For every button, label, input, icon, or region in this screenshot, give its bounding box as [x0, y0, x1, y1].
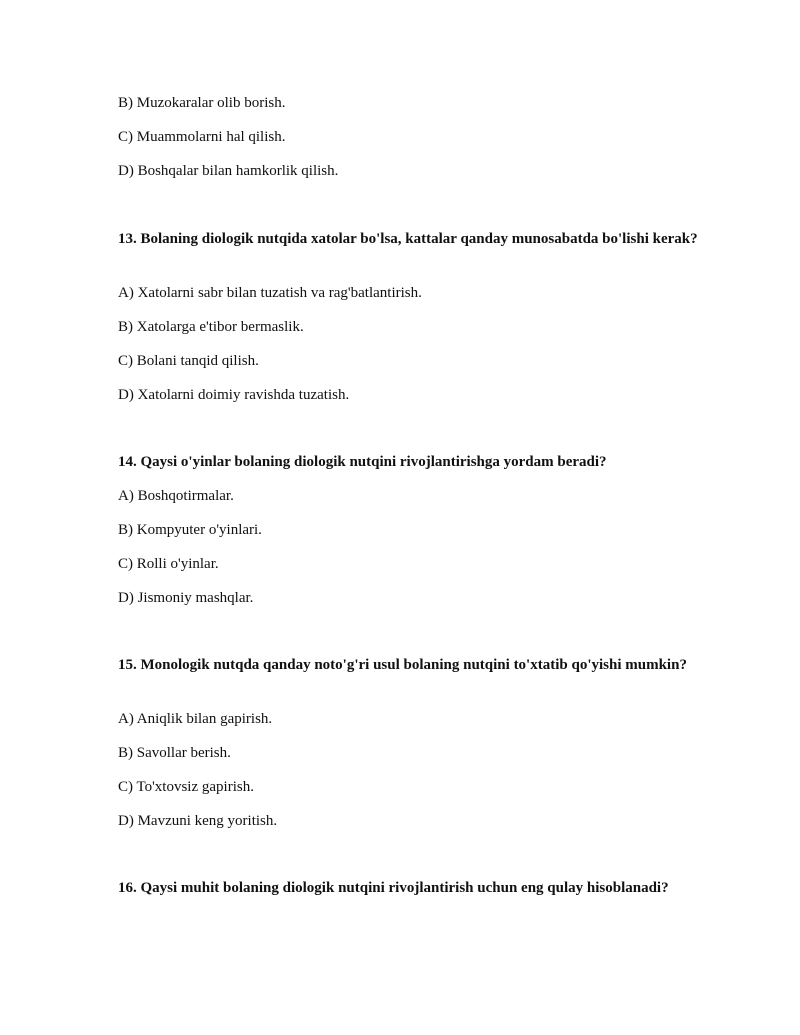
q13-option-b: B) Xatolarga e'tibor bermaslik.	[118, 319, 304, 335]
q14-option-b: B) Kompyuter o'yinlari.	[118, 522, 262, 538]
q15-option-c: C) To'xtovsiz gapirish.	[118, 779, 254, 795]
question-13: 13. Bolaning diologik nutqida xatolar bo'lsa, kattalar qanday munosabatda bo'lishi kerak?	[118, 231, 698, 247]
option-d: D) Boshqalar bilan hamkorlik qilish.	[118, 163, 339, 179]
question-14: 14. Qaysi o'yinlar bolaning diologik nutqini rivojlantirishga yordam beradi?	[118, 454, 607, 470]
option-c: C) Muammolarni hal qilish.	[118, 129, 286, 145]
q14-option-d: D) Jismoniy mashqlar.	[118, 590, 254, 606]
q13-option-a: A) Xatolarni sabr bilan tuzatish va rag'batlantirish.	[118, 285, 422, 301]
q15-option-d: D) Mavzuni keng yoritish.	[118, 813, 278, 829]
option-b: B) Muzokaralar olib borish.	[118, 95, 286, 111]
q14-option-c: C) Rolli o'yinlar.	[118, 556, 219, 572]
q15-option-a: A) Aniqlik bilan gapirish.	[118, 711, 273, 727]
q13-option-d: D) Xatolarni doimiy ravishda tuzatish.	[118, 387, 350, 403]
q14-option-a: A) Boshqotirmalar.	[118, 488, 234, 504]
q13-option-c: C) Bolani tanqid qilish.	[118, 353, 259, 369]
question-15: 15. Monologik nutqda qanday noto'g'ri usul bolaning nutqini to'xtatib qo'yishi mumkin?	[118, 657, 687, 673]
q15-option-b: B) Savollar berish.	[118, 745, 231, 761]
question-16: 16. Qaysi muhit bolaning diologik nutqini rivojlantirish uchun eng qulay hisoblanadi?	[118, 880, 669, 896]
